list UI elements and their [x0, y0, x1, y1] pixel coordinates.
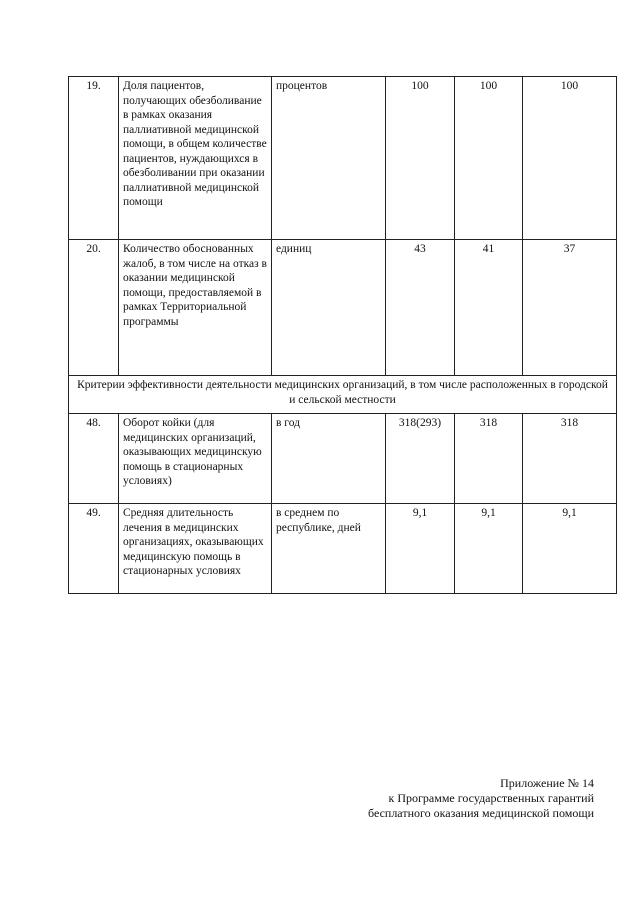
value-year-1: 100	[386, 77, 455, 240]
row-number: 49.	[69, 504, 119, 594]
table-row	[69, 77, 617, 240]
value-year-2: 41	[455, 240, 523, 376]
row-number: 19.	[69, 77, 119, 240]
criteria-table	[68, 76, 617, 594]
table-row	[69, 414, 617, 504]
section-header-row	[69, 376, 617, 414]
indicator-name: Доля пациентов, получающих обезболивание в рамках оказания паллиативной медицинской помощи, в общем количестве пациентов, нуждающихся в обезболивании при оказании паллиативной медицинской помощи	[119, 77, 272, 240]
value-year-2: 100	[455, 77, 523, 240]
table-row	[69, 504, 617, 594]
table-row	[69, 240, 617, 376]
indicator-name: Средняя длительность лечения в медицинских организациях, оказывающих медицинскую помощь в стационарных условиях	[119, 504, 272, 594]
section-title: Критерии эффективности деятельности медицинских организаций, в том числе расположенных в городской и сельской местности	[69, 376, 617, 414]
value-year-3: 318	[523, 414, 617, 504]
indicator-name: Оборот койки (для медицинских организаций, оказывающих медицинскую помощь в стационарных условиях)	[119, 414, 272, 504]
value-year-3: 37	[523, 240, 617, 376]
value-year-3: 100	[523, 77, 617, 240]
row-number: 20.	[69, 240, 119, 376]
unit-of-measure: в среднем по республике, дней	[272, 504, 386, 594]
appendix-program-line: бесплатного оказания медицинской помощи	[368, 805, 594, 820]
value-year-3: 9,1	[523, 504, 617, 594]
appendix-number: Приложение № 14	[500, 776, 594, 790]
value-year-1: 318(293)	[386, 414, 455, 504]
unit-of-measure: единиц	[272, 240, 386, 376]
unit-of-measure: процентов	[272, 77, 386, 240]
indicator-name: Количество обоснованных жалоб, в том числе на отказ в оказании медицинской помощи, предоставляемой в рамках Территориальной программы	[119, 240, 272, 376]
value-year-1: 43	[386, 240, 455, 376]
row-number: 48.	[69, 414, 119, 504]
value-year-2: 318	[455, 414, 523, 504]
appendix-header	[294, 776, 594, 820]
value-year-1: 9,1	[386, 504, 455, 594]
value-year-2: 9,1	[455, 504, 523, 594]
appendix-program-line: к Программе государственных гарантий	[388, 790, 594, 805]
unit-of-measure: в год	[272, 414, 386, 504]
